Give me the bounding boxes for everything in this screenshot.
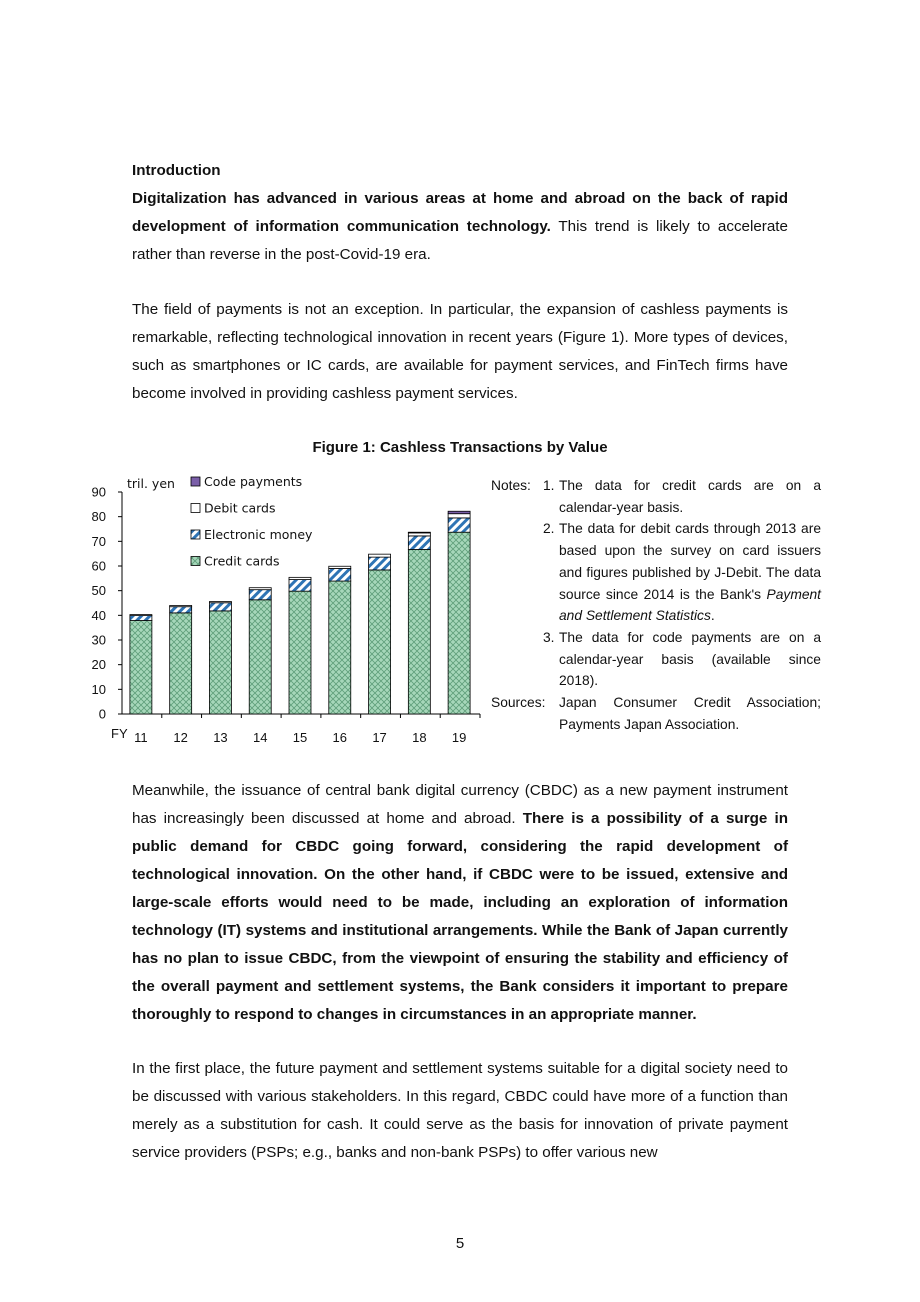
- bar-credit-cards: [249, 600, 271, 714]
- bar-electronic-money: [448, 518, 470, 532]
- note-text: The data for credit cards are on a calendar-year basis.: [559, 478, 821, 515]
- x-axis-label: FY: [111, 726, 128, 741]
- y-axis-unit: tril. yen: [127, 476, 175, 491]
- sources-text: Japan Consumer Credit Association; Payments Japan Association.: [559, 695, 821, 732]
- sources-label: Sources:: [491, 695, 546, 711]
- bar-code-payments: [448, 511, 470, 513]
- bar-credit-cards: [209, 611, 231, 714]
- x-tick-label: 18: [412, 730, 427, 745]
- y-tick-label: 80: [91, 509, 106, 525]
- bar-debit-cards: [329, 566, 351, 568]
- y-tick-label: 70: [91, 533, 106, 549]
- note-number: 3.: [543, 629, 555, 645]
- legend-label: Credit cards: [204, 553, 280, 569]
- y-tick-label: 20: [91, 657, 106, 673]
- bar-credit-cards: [448, 532, 470, 714]
- bar-credit-cards: [170, 613, 192, 714]
- sources-row: [491, 692, 821, 735]
- bar-electronic-money: [289, 580, 311, 592]
- y-tick-label: 60: [91, 558, 106, 574]
- y-tick-label: 90: [91, 484, 106, 500]
- y-tick-label: 10: [91, 681, 106, 697]
- figure-notes: [491, 475, 821, 735]
- bar-debit-cards: [130, 615, 152, 616]
- x-tick-label: 16: [332, 730, 348, 745]
- bar-code-payments: [408, 532, 430, 533]
- bar-credit-cards: [369, 570, 391, 714]
- note-text: [559, 518, 821, 627]
- legend-swatch: [191, 477, 200, 486]
- figure-title: Figure 1: Cashless Transactions by Value: [312, 439, 608, 456]
- note-row-3: [491, 627, 821, 692]
- paragraph-3-bold: There is a possibility of a surge in public demand for CBDC going forward, considering the rapid development of technological innovation. On the other hand, if CBDC were to be issued, extensive and large-scale efforts would need to be made, including an exploration of information technology (IT) systems and institutional arrangements. While the Bank of Japan currently has no plan to issue CBDC, from the viewpoint of ensuring the stability and efficiency of the overall payment and settlement systems, the Bank considers it important to prepare thoroughly to respond to changes in circumstances in an appropriate manner.: [132, 810, 788, 1023]
- y-tick-label: 0: [98, 706, 106, 722]
- x-tick-label: 17: [372, 730, 387, 745]
- note-row-1: [491, 475, 821, 518]
- bar-debit-cards: [289, 577, 311, 579]
- section-heading: Introduction: [132, 162, 221, 179]
- note-text: The data for code payments are on a calendar-year basis (available since 2018).: [559, 629, 821, 689]
- x-tick-label: 13: [213, 730, 228, 745]
- bar-electronic-money: [209, 603, 231, 611]
- legend-label: Debit cards: [204, 500, 276, 516]
- paragraph-4: In the first place, the future payment and settlement systems suitable for a digital society need to be discussed with various stakeholders. In this regard, CBDC could have more of a function than merely as a substitution for cash. It could serve as the basis for innovation of private payment service providers (PSPs; e.g., banks and non-bank PSPs) to offer various new: [132, 1060, 788, 1161]
- bar-debit-cards: [369, 554, 391, 557]
- paragraph-1-rest: This trend is likely to accelerate rather than reverse in the post-Covid-19 era.: [132, 218, 788, 263]
- x-tick-label: 14: [252, 730, 268, 745]
- bar-electronic-money: [329, 568, 351, 581]
- bar-electronic-money: [170, 607, 192, 613]
- bar-debit-cards: [249, 588, 271, 590]
- y-tick-label: 50: [91, 583, 106, 599]
- bar-debit-cards: [170, 605, 192, 606]
- x-tick-label: 15: [292, 730, 308, 745]
- legend-label: Electronic money: [204, 527, 313, 542]
- page-number: 5: [455, 1235, 465, 1252]
- chart-legend: [191, 474, 313, 569]
- bar-credit-cards: [329, 581, 351, 714]
- paragraph-3-plain: Meanwhile, the issuance of central bank digital currency (CBDC) as a new payment instrument has increasingly been discussed at home and abroad.: [132, 782, 788, 827]
- y-tick-label: 40: [91, 607, 106, 623]
- note-row-2: [491, 518, 821, 627]
- bar-electronic-money: [408, 536, 430, 550]
- legend-swatch: [191, 557, 200, 566]
- x-tick-label: 19: [451, 730, 467, 745]
- bar-debit-cards: [209, 602, 231, 603]
- legend-swatch: [191, 504, 200, 513]
- y-tick-label: 30: [91, 632, 106, 648]
- bar-electronic-money: [249, 590, 271, 600]
- paragraph-2: The field of payments is not an exception. In particular, the expansion of cashless payments is remarkable, reflecting technological innovation in recent years (Figure 1). More types of devices, such as smartphones or IC cards, are available for payment services, and FinTech firms have become involved in providing cashless payment services.: [132, 301, 788, 402]
- note-text-main: The data for debit cards through 2013 are based upon the survey on card issuers and figures published by J-Debit. The data source since 2014 is the Bank's: [559, 521, 821, 602]
- bar-electronic-money: [369, 557, 391, 570]
- bar-debit-cards: [448, 514, 470, 518]
- notes-label: Notes:: [491, 478, 531, 493]
- note-number: 1.: [543, 478, 555, 493]
- paragraph-3: [132, 777, 788, 1029]
- bar-electronic-money: [130, 616, 152, 621]
- legend-swatch: [191, 530, 200, 539]
- bar-credit-cards: [130, 621, 152, 714]
- note-text-after: .: [710, 608, 715, 624]
- x-tick-label: 11: [134, 730, 148, 745]
- x-tick-label: 12: [173, 730, 188, 745]
- bar-credit-cards: [289, 591, 311, 714]
- legend-label: Code payments: [204, 474, 303, 489]
- note-number: 2.: [543, 521, 555, 537]
- paragraph-1-bold: Digitalization has advanced in various areas at home and abroad on the back of rapid development of information communication technology.: [132, 190, 788, 235]
- note-text-italic: Payment and Settlement Statistics: [559, 586, 821, 624]
- bar-credit-cards: [408, 549, 430, 714]
